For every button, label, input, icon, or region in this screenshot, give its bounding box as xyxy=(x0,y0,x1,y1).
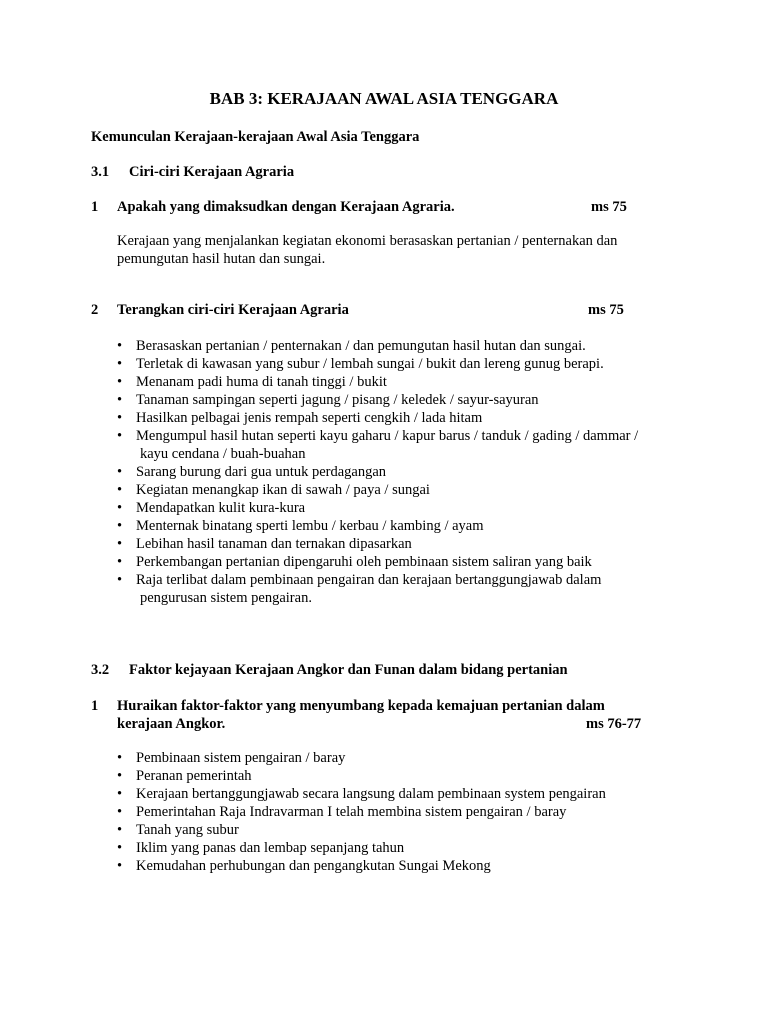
list-item-text: Mengumpul hasil hutan seperti kayu gaharu / kapur barus / tanduk / gading / dammar / xyxy=(136,428,639,444)
list-item-text: Kerajaan bertanggungjawab secara langsung dalam pembinaan system pengairan xyxy=(136,786,606,802)
list-item xyxy=(117,839,677,857)
page-reference: ms 75 xyxy=(591,199,627,215)
list-item-continuation: kayu cendana / buah-buahan xyxy=(140,446,306,462)
question-text-continuation: kerajaan Angkor. xyxy=(117,716,226,732)
page-reference: ms 75 xyxy=(588,302,624,318)
list-item xyxy=(117,355,677,373)
page-title: BAB 3: KERAJAAN AWAL ASIA TENGGARA xyxy=(209,89,559,108)
list-item-text: Pembinaan sistem pengairan / baray xyxy=(136,750,346,766)
list-item-text: Kegiatan menangkap ikan di sawah / paya / sungai xyxy=(136,482,430,498)
document-subtitle: Kemunculan Kerajaan-kerajaan Awal Asia Tenggara xyxy=(91,129,420,145)
question-number: 2 xyxy=(91,302,99,318)
question-text: Huraikan faktor-faktor yang menyumbang kepada kemajuan pertanian dalam xyxy=(117,698,605,714)
list-item xyxy=(117,409,677,427)
list-item-text: Tanaman sampingan seperti jagung / pisang / keledek / sayur-sayuran xyxy=(136,392,539,408)
answer-line: pemungutan hasil hutan dan sungai. xyxy=(117,251,326,267)
list-item xyxy=(117,785,677,803)
list-item-text: Pemerintahan Raja Indravarman I telah membina sistem pengairan / baray xyxy=(136,804,567,820)
list-item-text: Perkembangan pertanian dipengaruhi oleh pembinaan sistem saliran yang baik xyxy=(136,554,592,570)
list-item-text: Lebihan hasil tanaman dan ternakan dipasarkan xyxy=(136,536,412,552)
list-item xyxy=(117,767,677,785)
bullet-list xyxy=(117,749,677,875)
list-item xyxy=(117,535,677,553)
list-item-text: Menternak binatang sperti lembu / kerbau / kambing / ayam xyxy=(136,518,484,534)
list-item xyxy=(117,391,677,409)
question-text: Apakah yang dimaksudkan dengan Kerajaan Agraria. xyxy=(117,199,455,215)
list-item-text: Iklim yang panas dan lembap sepanjang tahun xyxy=(136,840,405,856)
question-number: 1 xyxy=(91,199,99,215)
list-item xyxy=(117,803,677,821)
list-item-text: Menanam padi huma di tanah tinggi / bukit xyxy=(136,374,387,390)
list-item-text: Peranan pemerintah xyxy=(136,768,252,784)
question-number: 1 xyxy=(91,698,99,714)
list-item xyxy=(117,481,677,499)
list-item-continuation: pengurusan sistem pengairan. xyxy=(140,590,312,606)
list-item-text: Sarang burung dari gua untuk perdagangan xyxy=(136,464,387,480)
list-item xyxy=(117,857,677,875)
list-item xyxy=(117,553,677,571)
list-item xyxy=(117,427,677,463)
list-item xyxy=(117,337,677,355)
page-reference: ms 76-77 xyxy=(586,716,642,732)
list-item-text: Raja terlibat dalam pembinaan pengairan dan kerajaan bertanggungjawab dalam xyxy=(136,572,602,588)
section-number: 3.2 xyxy=(91,662,110,678)
bullet-list xyxy=(117,337,677,607)
list-item xyxy=(117,749,677,767)
list-item xyxy=(117,463,677,481)
list-item-text: Mendapatkan kulit kura-kura xyxy=(136,500,306,516)
list-item-text: Kemudahan perhubungan dan pengangkutan Sungai Mekong xyxy=(136,858,491,874)
list-item xyxy=(117,517,677,535)
list-item-text: Hasilkan pelbagai jenis rempah seperti cengkih / lada hitam xyxy=(136,410,483,426)
section-title: Faktor kejayaan Kerajaan Angkor dan Funan dalam bidang pertanian xyxy=(129,662,568,678)
list-item xyxy=(117,499,677,517)
section-title: Ciri-ciri Kerajaan Agraria xyxy=(129,164,295,180)
list-item xyxy=(117,571,677,607)
list-item-text: Terletak di kawasan yang subur / lembah sungai / bukit dan lereng gunug berapi. xyxy=(136,356,604,372)
list-item xyxy=(117,821,677,839)
list-item xyxy=(117,373,677,391)
list-item-text: Berasaskan pertanian / penternakan / dan pemungutan hasil hutan dan sungai. xyxy=(136,338,586,354)
question-text: Terangkan ciri-ciri Kerajaan Agraria xyxy=(117,302,349,318)
answer-line: Kerajaan yang menjalankan kegiatan ekonomi berasaskan pertanian / penternakan dan xyxy=(117,233,618,249)
list-item-text: Tanah yang subur xyxy=(136,822,239,838)
section-number: 3.1 xyxy=(91,164,110,180)
